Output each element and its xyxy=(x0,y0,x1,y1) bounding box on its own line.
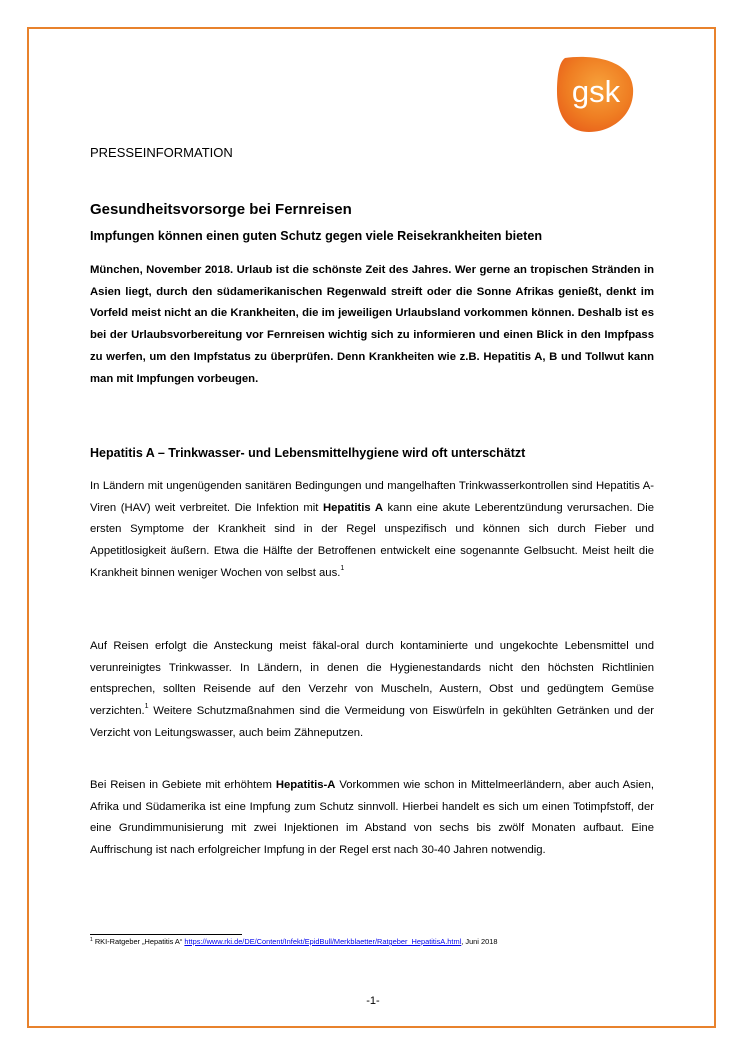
lead-paragraph: München, November 2018. Urlaub ist die schönste Zeit des Jahres. Wer gerne an tropischen Stränden in Asien liegt, durch den südamerikanischen Regenwald streift oder die Sonne Afrikas genießt, denkt im Vorfeld meist nicht an die Krankheiten, die im jeweiligen Urlaubsland vorkommen können. Deshalb ist es bei der Urlaubsvorbereitung vor Fernreisen wichtig sich zu informieren und einen Blick in den Impfpass zu werfen, um den Impfstatus zu überprüfen. Denn Krankheiten wie z.B. Hepatitis A, B und Tollwut kann man mit Impfungen vorbeugen. xyxy=(90,264,654,385)
paragraph-2: Auf Reisen erfolgt die Ansteckung meist fäkal-oral durch kontaminierte und ungekochte Lebensmittel und verunreinigtes Trinkwasser. In Ländern, in denen die Hygienestandards nicht den höchsten Richtlinien entsprechen, sollten Reisende auf den Verzehr von Muscheln, Austern, Obst und gedüngtem Gemüse verzichten.$^1$ Weitere Schutzmaßnahmen sind die Vermeidung von Eiswürfeln in gekühlten Getränken und der Verzicht von Leitungswasser, auch beim Zähneputzen. xyxy=(90,640,654,739)
section-heading: Hepatitis A – Trinkwasser- und Lebensmittelhygiene wird oft unterschätzt xyxy=(90,446,526,460)
emphasis-hepatitis-a: Hepatitis-A xyxy=(275,779,336,791)
footnote-link[interactable]: https://www.rki.de/DE/Content/Infekt/EpidBull/Merkblaetter/Ratgeber_HepatitisA.html xyxy=(184,937,462,946)
page-number: -1- xyxy=(366,995,380,1007)
footnote-number: 1 xyxy=(90,937,93,943)
footnote: $^1$ RKI-Ratgeber „Hepatitis A“ https://www.rki.de/DE/Content/Infekt/EpidBull/Merkblaetter/Ratgeber_HepatitisA.html, Juni 2018 xyxy=(90,937,498,946)
paragraph-1: In Ländern mit ungenügenden sanitären Bedingungen und mangelhaften Trinkwasserkontrollen sind Hepatitis A-Viren (HAV) weit verbreitet. Die Infektion mit Hepatitis A kann eine akute Leberentzündung verursachen. Die ersten Symptome der Krankheit sind in der Regel unspezifisch und können sich durch Fieber und Appetitlosigkeit äußern. Etwa die Hälfte der Betroffenen entwickelt eine sogenannte Gelbsucht. Meist heilt die Krankheit binnen weniger Wochen von selbst aus.$^1$ xyxy=(90,480,654,579)
logo-text: gsk xyxy=(571,74,621,109)
emphasis-hepatitis-a: Hepatitis A xyxy=(322,501,383,514)
document-subtitle: Impfungen können einen guten Schutz gegen viele Reisekrankheiten bieten xyxy=(90,229,543,243)
document-title: Gesundheitsvorsorge bei Fernreisen xyxy=(90,201,352,218)
gsk-logo xyxy=(553,52,637,136)
paragraph-3: Bei Reisen in Gebiete mit erhöhtem Hepatitis-A Vorkommen wie schon in Mittelmeerländern, aber auch Asien, Afrika und Südamerika ist eine Impfung zum Schutz sinnvoll. Hierbei handelt es sich um einen Totimpfstoff, der eine Grundimmunisierung mit zwei Injektionen im Abstand von sechs bis zwölf Monaten aufbaut. Eine Auffrischung ist nach erfolgreicher Impfung in der Regel erst nach 30-40 Jahren notwendig. xyxy=(90,779,654,857)
footnote-divider xyxy=(90,934,242,935)
footnote-ref: 1 xyxy=(144,703,149,711)
press-label: PRESSEINFORMATION xyxy=(90,145,233,160)
footnote-ref: 1 xyxy=(340,564,345,572)
